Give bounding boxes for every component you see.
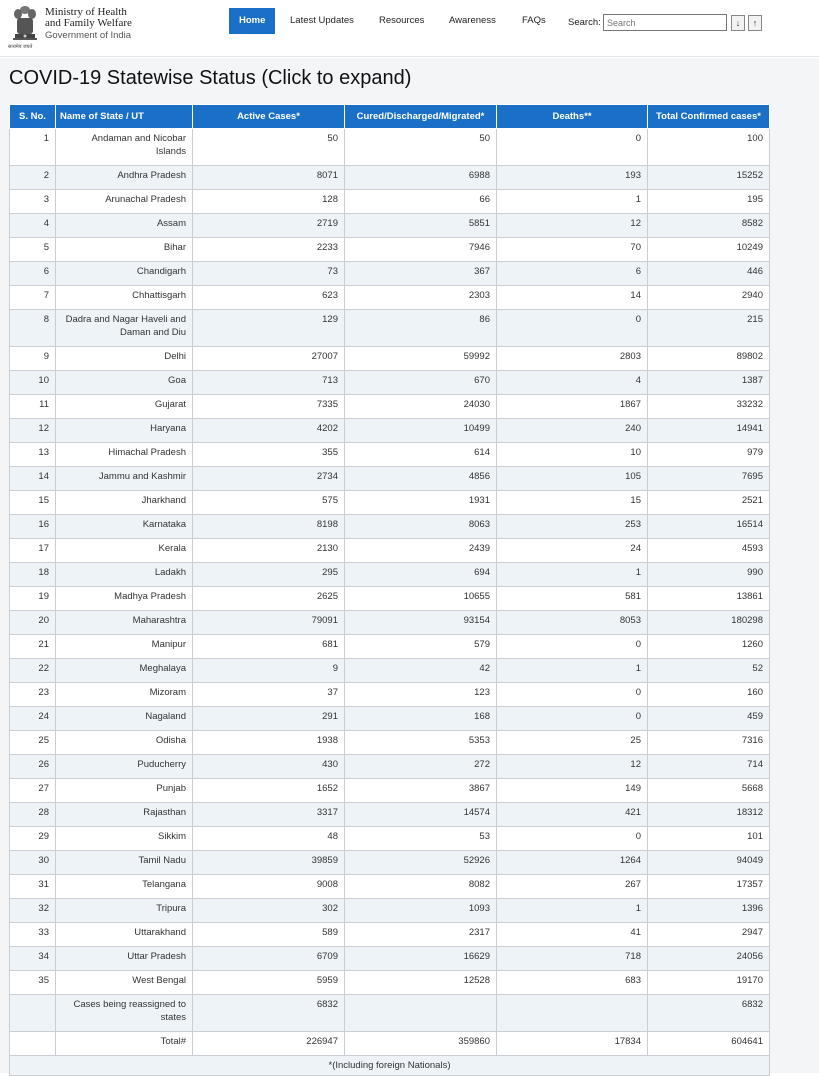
- cell-sno: 4: [10, 214, 56, 238]
- cell-active: 50: [193, 129, 345, 166]
- cell-cured: 66: [345, 190, 497, 214]
- cell-sno: [10, 995, 56, 1032]
- cell-cured: 123: [345, 683, 497, 707]
- cell-state: Manipur: [56, 635, 193, 659]
- table-row[interactable]: [10, 923, 770, 947]
- cell-active: 129: [193, 310, 345, 347]
- cell-state: Telangana: [56, 875, 193, 899]
- cell-state: Punjab: [56, 779, 193, 803]
- cell-cured: 4856: [345, 467, 497, 491]
- cell-deaths: 2803: [497, 347, 648, 371]
- table-row[interactable]: [10, 995, 770, 1032]
- cell-sno: 21: [10, 635, 56, 659]
- cell-total: 16514: [648, 515, 770, 539]
- cell-state: Himachal Pradesh: [56, 443, 193, 467]
- cell-total: 1387: [648, 371, 770, 395]
- cell-active: 39859: [193, 851, 345, 875]
- cell-deaths: 0: [497, 129, 648, 166]
- cell-cured: 6988: [345, 166, 497, 190]
- table-row[interactable]: [10, 827, 770, 851]
- cell-active: 430: [193, 755, 345, 779]
- cell-sno: 7: [10, 286, 56, 310]
- cell-sno: 33: [10, 923, 56, 947]
- cell-state: Ladakh: [56, 563, 193, 587]
- table-row[interactable]: [10, 779, 770, 803]
- cell-sno: 29: [10, 827, 56, 851]
- cell-cured: 14574: [345, 803, 497, 827]
- cell-active: 7335: [193, 395, 345, 419]
- cell-active: 589: [193, 923, 345, 947]
- table-row[interactable]: [10, 419, 770, 443]
- cell-sno: 34: [10, 947, 56, 971]
- cell-deaths: 12: [497, 755, 648, 779]
- cell-active: 2625: [193, 587, 345, 611]
- cell-cured: 670: [345, 371, 497, 395]
- cell-active: 9008: [193, 875, 345, 899]
- cell-active: 575: [193, 491, 345, 515]
- nav-home[interactable]: Home: [229, 8, 275, 34]
- cell-active: 5959: [193, 971, 345, 995]
- cell-sno: 26: [10, 755, 56, 779]
- cell-total: 1396: [648, 899, 770, 923]
- cell-active: 1652: [193, 779, 345, 803]
- cell-total: 160: [648, 683, 770, 707]
- cell-active: 6832: [193, 995, 345, 1032]
- table-row[interactable]: [10, 659, 770, 683]
- cell-state: Goa: [56, 371, 193, 395]
- cell-sno: 8: [10, 310, 56, 347]
- cell-state: Meghalaya: [56, 659, 193, 683]
- cell-deaths: 14: [497, 286, 648, 310]
- cell-sno: 20: [10, 611, 56, 635]
- cell-active: 27007: [193, 347, 345, 371]
- cell-deaths: 105: [497, 467, 648, 491]
- national-emblem-icon: [9, 4, 41, 50]
- cell-sno: 22: [10, 659, 56, 683]
- table-row[interactable]: [10, 611, 770, 635]
- cell-cured: 5353: [345, 731, 497, 755]
- cell-active: 2734: [193, 467, 345, 491]
- cell-cured: 8082: [345, 875, 497, 899]
- cell-total: 94049: [648, 851, 770, 875]
- nav-latest-updates[interactable]: Latest Updates: [290, 15, 354, 26]
- ministry-line-2: and Family Welfare: [45, 17, 132, 29]
- col-header-state: Name of State / UT: [56, 105, 193, 129]
- cell-cured: 272: [345, 755, 497, 779]
- cell-deaths: 12: [497, 214, 648, 238]
- cell-deaths: 10: [497, 443, 648, 467]
- cell-sno: [10, 1032, 56, 1056]
- ministry-brand[interactable]: [45, 7, 132, 41]
- cell-total: 8582: [648, 214, 770, 238]
- cell-total: 459: [648, 707, 770, 731]
- cell-deaths: 718: [497, 947, 648, 971]
- cell-active: 9: [193, 659, 345, 683]
- cell-sno: 17: [10, 539, 56, 563]
- cell-active: 302: [193, 899, 345, 923]
- table-row[interactable]: [10, 755, 770, 779]
- cell-deaths: 149: [497, 779, 648, 803]
- cell-total: 215: [648, 310, 770, 347]
- cell-cured: 12528: [345, 971, 497, 995]
- government-label: Government of India: [45, 30, 132, 41]
- cell-total: 14941: [648, 419, 770, 443]
- cell-cured: 8063: [345, 515, 497, 539]
- cell-deaths: 0: [497, 635, 648, 659]
- cell-deaths: 0: [497, 683, 648, 707]
- cell-sno: 14: [10, 467, 56, 491]
- cell-state: Madhya Pradesh: [56, 587, 193, 611]
- cell-state: Arunachal Pradesh: [56, 190, 193, 214]
- table-row[interactable]: [10, 491, 770, 515]
- cell-total: 446: [648, 262, 770, 286]
- cell-state: Haryana: [56, 419, 193, 443]
- cell-cured: 42: [345, 659, 497, 683]
- cell-deaths: 24: [497, 539, 648, 563]
- cell-cured: 93154: [345, 611, 497, 635]
- cell-cured: 614: [345, 443, 497, 467]
- cell-deaths: 17834: [497, 1032, 648, 1056]
- cell-total: 19170: [648, 971, 770, 995]
- table-row[interactable]: [10, 875, 770, 899]
- cell-sno: 9: [10, 347, 56, 371]
- table-row[interactable]: [10, 214, 770, 238]
- cell-total: 2521: [648, 491, 770, 515]
- cell-active: 6709: [193, 947, 345, 971]
- cell-state: Delhi: [56, 347, 193, 371]
- cell-sno: 24: [10, 707, 56, 731]
- cell-state: Rajasthan: [56, 803, 193, 827]
- cell-active: 3317: [193, 803, 345, 827]
- cell-sno: 2: [10, 166, 56, 190]
- cell-deaths: 683: [497, 971, 648, 995]
- table-row[interactable]: [10, 286, 770, 310]
- table-row[interactable]: [10, 683, 770, 707]
- top-header: [0, 0, 819, 57]
- cell-active: 4202: [193, 419, 345, 443]
- cell-total: 990: [648, 563, 770, 587]
- cell-state: Puducherry: [56, 755, 193, 779]
- cell-total: 7316: [648, 731, 770, 755]
- cell-total: 6832: [648, 995, 770, 1032]
- table-row[interactable]: [10, 129, 770, 166]
- cell-total: 604641: [648, 1032, 770, 1056]
- cell-active: 8071: [193, 166, 345, 190]
- cell-state: Sikkim: [56, 827, 193, 851]
- cell-total: 13861: [648, 587, 770, 611]
- cell-state: Karnataka: [56, 515, 193, 539]
- col-header-sno: S. No.: [10, 105, 56, 129]
- cell-total: 100: [648, 129, 770, 166]
- ministry-line-1: Ministry of Health: [45, 6, 127, 18]
- cell-total: 979: [648, 443, 770, 467]
- table-row[interactable]: [10, 851, 770, 875]
- cell-sno: 31: [10, 875, 56, 899]
- table-row[interactable]: [10, 899, 770, 923]
- table-row[interactable]: [10, 731, 770, 755]
- cell-total: 17357: [648, 875, 770, 899]
- cell-deaths: 15: [497, 491, 648, 515]
- cell-total: 714: [648, 755, 770, 779]
- cell-sno: 10: [10, 371, 56, 395]
- cell-total: 101: [648, 827, 770, 851]
- cell-cured: 24030: [345, 395, 497, 419]
- cell-cured: 52926: [345, 851, 497, 875]
- cell-state: Maharashtra: [56, 611, 193, 635]
- table-row[interactable]: [10, 803, 770, 827]
- cell-deaths: 8053: [497, 611, 648, 635]
- cell-state: Gujarat: [56, 395, 193, 419]
- table-row[interactable]: [10, 467, 770, 491]
- cell-total: 89802: [648, 347, 770, 371]
- cell-cured: 10655: [345, 587, 497, 611]
- cell-sno: 13: [10, 443, 56, 467]
- cell-deaths: 4: [497, 371, 648, 395]
- cell-sno: 23: [10, 683, 56, 707]
- cell-active: 2233: [193, 238, 345, 262]
- cell-deaths: 1264: [497, 851, 648, 875]
- search-label: Search:: [568, 17, 601, 28]
- table-row[interactable]: [10, 515, 770, 539]
- cell-cured: 16629: [345, 947, 497, 971]
- cell-deaths: 0: [497, 707, 648, 731]
- emblem-caption: सत्यमेव जयते: [8, 44, 33, 50]
- table-row[interactable]: [10, 947, 770, 971]
- cell-sno: 16: [10, 515, 56, 539]
- search-down-button[interactable]: ↓: [731, 15, 745, 31]
- table-row[interactable]: [10, 371, 770, 395]
- cell-cured: 5851: [345, 214, 497, 238]
- cell-state: Uttarakhand: [56, 923, 193, 947]
- cell-cured: 168: [345, 707, 497, 731]
- cell-cured: 579: [345, 635, 497, 659]
- cell-state: Andhra Pradesh: [56, 166, 193, 190]
- cell-active: 128: [193, 190, 345, 214]
- cell-cured: 694: [345, 563, 497, 587]
- cell-total: 33232: [648, 395, 770, 419]
- statewise-table: [9, 104, 770, 1076]
- search-input[interactable]: [603, 14, 727, 31]
- cell-deaths: 193: [497, 166, 648, 190]
- cell-active: 79091: [193, 611, 345, 635]
- table-row[interactable]: [10, 238, 770, 262]
- cell-deaths: 25: [497, 731, 648, 755]
- cell-active: 1938: [193, 731, 345, 755]
- cell-state: Dadra and Nagar Haveli and Daman and Diu: [56, 310, 193, 347]
- cell-deaths: 0: [497, 310, 648, 347]
- cell-cured: 2439: [345, 539, 497, 563]
- cell-total: 15252: [648, 166, 770, 190]
- table-footnote: *(Including foreign Nationals): [10, 1056, 770, 1076]
- cell-total: 4593: [648, 539, 770, 563]
- nav-faqs[interactable]: FAQs: [522, 15, 546, 26]
- cell-total: 18312: [648, 803, 770, 827]
- cell-sno: 6: [10, 262, 56, 286]
- col-header-total: Total Confirmed cases*: [648, 105, 770, 129]
- cell-cured: 10499: [345, 419, 497, 443]
- cell-cured: 86: [345, 310, 497, 347]
- search-up-button[interactable]: ↑: [748, 15, 762, 31]
- cell-deaths: 1867: [497, 395, 648, 419]
- cell-sno: 27: [10, 779, 56, 803]
- cell-deaths: 581: [497, 587, 648, 611]
- table-row[interactable]: [10, 563, 770, 587]
- col-header-cured: Cured/Discharged/Migrated*: [345, 105, 497, 129]
- cell-total: 52: [648, 659, 770, 683]
- cell-total: 1260: [648, 635, 770, 659]
- cell-sno: 25: [10, 731, 56, 755]
- cell-cured: 367: [345, 262, 497, 286]
- cell-state: Kerala: [56, 539, 193, 563]
- cell-deaths: 421: [497, 803, 648, 827]
- cell-deaths: 0: [497, 827, 648, 851]
- table-row[interactable]: [10, 971, 770, 995]
- table-row[interactable]: [10, 190, 770, 214]
- nav-awareness[interactable]: Awareness: [449, 15, 496, 26]
- cell-sno: 19: [10, 587, 56, 611]
- cell-sno: 32: [10, 899, 56, 923]
- cell-sno: 18: [10, 563, 56, 587]
- cell-cured: 7946: [345, 238, 497, 262]
- cell-sno: 15: [10, 491, 56, 515]
- table-row[interactable]: [10, 166, 770, 190]
- cell-state: Tripura: [56, 899, 193, 923]
- cell-active: 295: [193, 563, 345, 587]
- cell-state: Tamil Nadu: [56, 851, 193, 875]
- cell-active: 48: [193, 827, 345, 851]
- page-title[interactable]: COVID-19 Statewise Status (Click to expand): [9, 67, 412, 89]
- cell-cured: 53: [345, 827, 497, 851]
- cell-state: Odisha: [56, 731, 193, 755]
- cell-cured: 50: [345, 129, 497, 166]
- cell-cured: 1931: [345, 491, 497, 515]
- cell-state: Andaman and Nicobar Islands: [56, 129, 193, 166]
- cell-active: 226947: [193, 1032, 345, 1056]
- table-row[interactable]: [10, 539, 770, 563]
- col-header-active: Active Cases*: [193, 105, 345, 129]
- cell-state: Nagaland: [56, 707, 193, 731]
- cell-state: Uttar Pradesh: [56, 947, 193, 971]
- cell-sno: 35: [10, 971, 56, 995]
- cell-total: 180298: [648, 611, 770, 635]
- cell-total: 7695: [648, 467, 770, 491]
- table-row[interactable]: [10, 1032, 770, 1056]
- cell-sno: 3: [10, 190, 56, 214]
- cell-total: 10249: [648, 238, 770, 262]
- cell-state: Assam: [56, 214, 193, 238]
- table-row[interactable]: [10, 262, 770, 286]
- cell-active: 73: [193, 262, 345, 286]
- cell-sno: 12: [10, 419, 56, 443]
- cell-active: 2130: [193, 539, 345, 563]
- cell-cured: 59992: [345, 347, 497, 371]
- cell-deaths: 6: [497, 262, 648, 286]
- table-header-row: [10, 105, 770, 129]
- cell-sno: 28: [10, 803, 56, 827]
- cell-state: Cases being reassigned to states: [56, 995, 193, 1032]
- cell-active: 713: [193, 371, 345, 395]
- cell-deaths: 1: [497, 659, 648, 683]
- table-row[interactable]: [10, 443, 770, 467]
- table-row[interactable]: [10, 310, 770, 347]
- cell-state: Chandigarh: [56, 262, 193, 286]
- cell-deaths: [497, 995, 648, 1032]
- cell-state: Bihar: [56, 238, 193, 262]
- cell-cured: 2303: [345, 286, 497, 310]
- cell-total: 195: [648, 190, 770, 214]
- table-row[interactable]: [10, 707, 770, 731]
- cell-total: 24056: [648, 947, 770, 971]
- cell-sno: 5: [10, 238, 56, 262]
- cell-cured: 2317: [345, 923, 497, 947]
- cell-active: 2719: [193, 214, 345, 238]
- cell-deaths: 253: [497, 515, 648, 539]
- cell-state: Mizoram: [56, 683, 193, 707]
- cell-state: West Bengal: [56, 971, 193, 995]
- cell-active: 681: [193, 635, 345, 659]
- cell-active: 8198: [193, 515, 345, 539]
- cell-sno: 11: [10, 395, 56, 419]
- cell-deaths: 1: [497, 563, 648, 587]
- cell-cured: [345, 995, 497, 1032]
- cell-cured: 3867: [345, 779, 497, 803]
- cell-state: Total#: [56, 1032, 193, 1056]
- cell-active: 291: [193, 707, 345, 731]
- cell-deaths: 1: [497, 190, 648, 214]
- cell-total: 2947: [648, 923, 770, 947]
- cell-state: Chhattisgarh: [56, 286, 193, 310]
- cell-deaths: 41: [497, 923, 648, 947]
- table-row[interactable]: [10, 587, 770, 611]
- cell-sno: 1: [10, 129, 56, 166]
- table-row[interactable]: [10, 395, 770, 419]
- cell-active: 37: [193, 683, 345, 707]
- cell-cured: 359860: [345, 1032, 497, 1056]
- cell-active: 623: [193, 286, 345, 310]
- cell-deaths: 240: [497, 419, 648, 443]
- cell-state: Jammu and Kashmir: [56, 467, 193, 491]
- cell-deaths: 70: [497, 238, 648, 262]
- nav-resources[interactable]: Resources: [379, 15, 425, 26]
- cell-cured: 1093: [345, 899, 497, 923]
- cell-total: 5668: [648, 779, 770, 803]
- cell-active: 355: [193, 443, 345, 467]
- cell-total: 2940: [648, 286, 770, 310]
- cell-deaths: 1: [497, 899, 648, 923]
- cell-state: Jharkhand: [56, 491, 193, 515]
- table-row[interactable]: [10, 635, 770, 659]
- cell-sno: 30: [10, 851, 56, 875]
- cell-deaths: 267: [497, 875, 648, 899]
- table-row[interactable]: [10, 347, 770, 371]
- col-header-deaths: Deaths**: [497, 105, 648, 129]
